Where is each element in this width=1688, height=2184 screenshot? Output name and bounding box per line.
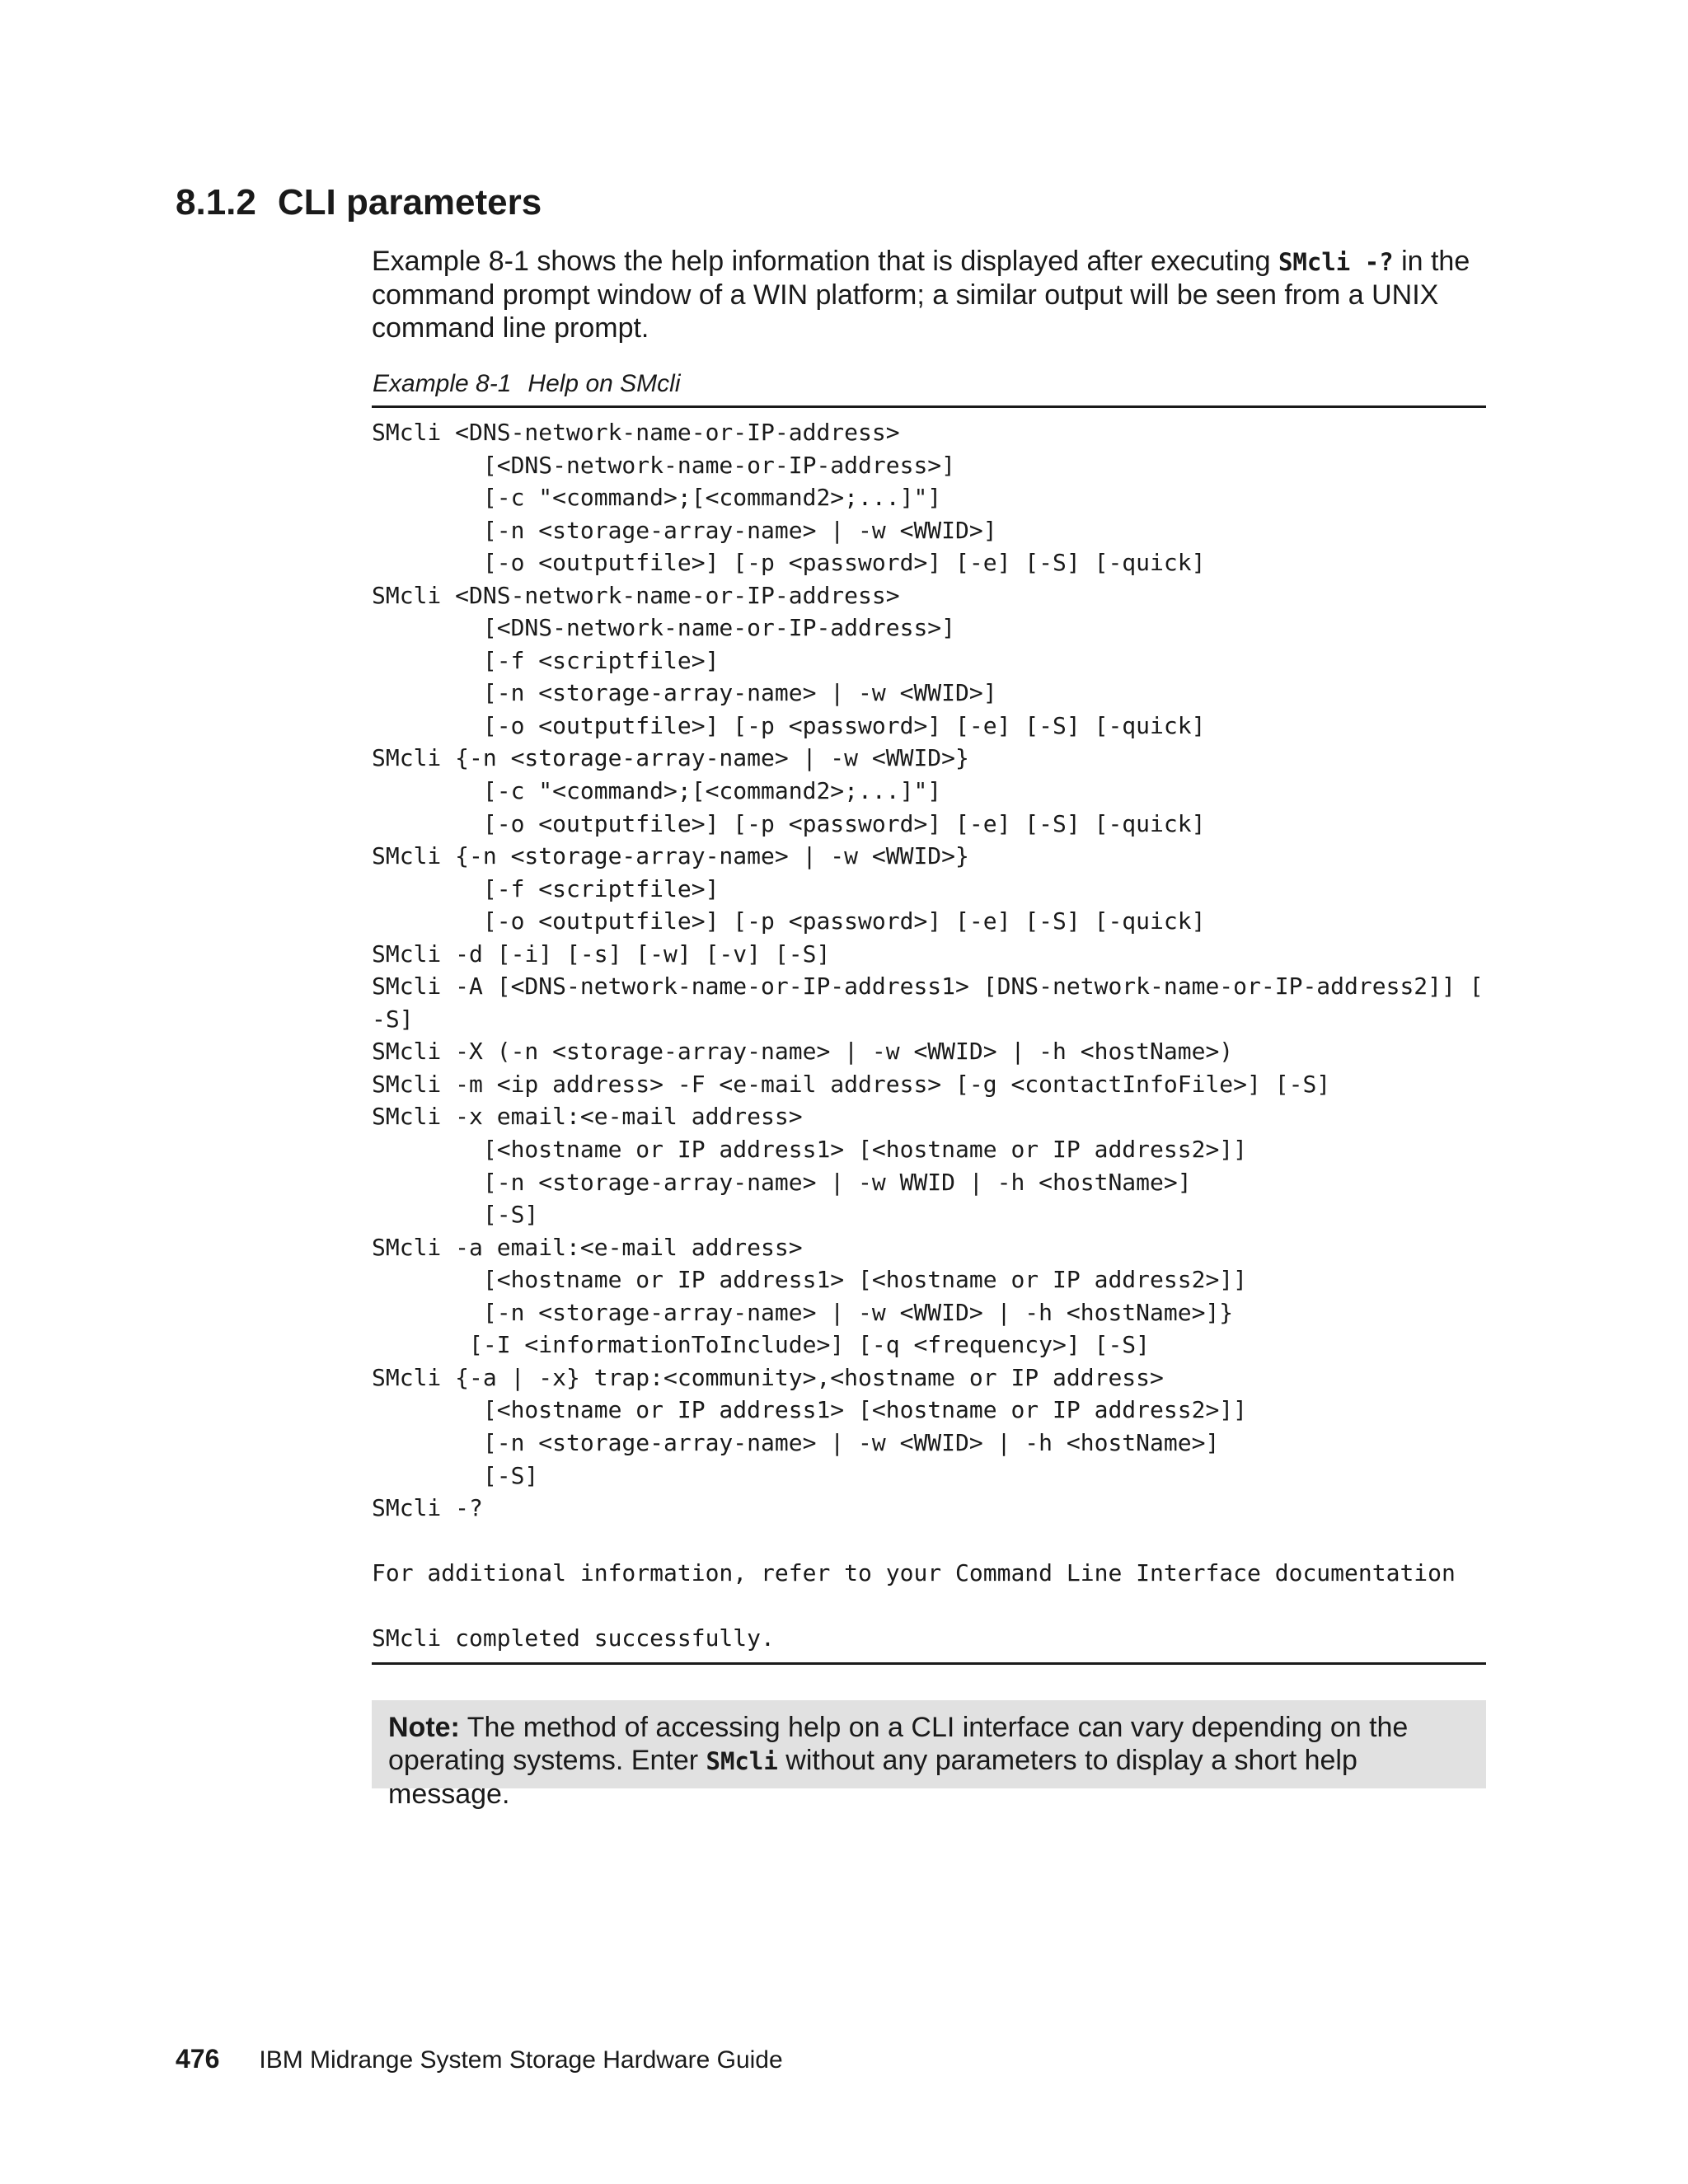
note-box (372, 1700, 1486, 1810)
code-line: [<hostname or IP address1> [<hostname or IP address2>]] (372, 1396, 1248, 1424)
intro-text-before: Example 8-1 shows the help information that is displayed after executing (372, 246, 1278, 277)
code-line: [-f <scriptfile>] (372, 646, 720, 674)
code-line: SMcli <DNS-network-name-or-IP-address> (372, 419, 900, 446)
code-line: [<DNS-network-name-or-IP-address>] (372, 614, 956, 642)
code-line: [-o <outputfile>] [-p <password>] [-e] [-S] [-quick] (372, 549, 1206, 577)
code-listing (372, 416, 1493, 1655)
code-line: -S] (372, 1005, 414, 1033)
section-number: 8.1.2 (176, 182, 256, 223)
code-line: SMcli -? (372, 1494, 483, 1522)
code-line: SMcli -X (-n <storage-array-name> | -w <WWID> | -h <hostName>) (372, 1038, 1234, 1066)
book-title: IBM Midrange System Storage Hardware Guide (259, 2046, 783, 2074)
code-line: [-c "<command>;[<command2>;...]"] (372, 484, 942, 512)
code-line: [-o <outputfile>] [-p <password>] [-e] [-S] [-quick] (372, 809, 1206, 837)
intro-text-after: in the command prompt window of a WIN platform; a similar output will be seen from a UNIX command line prompt. (372, 246, 1470, 344)
code-line: SMcli {-a | -x} trap:<community>,<hostname or IP address> (372, 1363, 1164, 1391)
code-line: [-f <scriptfile>] (372, 874, 720, 902)
example-label: Example 8-1 (373, 370, 512, 397)
code-line: [-S] (372, 1461, 539, 1489)
example-caption (373, 369, 681, 399)
code-line: SMcli -A [<DNS-network-name-or-IP-address1> [DNS-network-name-or-IP-address2]] [ (372, 972, 1484, 1001)
code-line: [<hostname or IP address1> [<hostname or IP address2>]] (372, 1266, 1248, 1294)
page-number: 476 (176, 2044, 220, 2074)
note-command: SMcli (706, 1747, 778, 1775)
intro-command: SMcli -? (1278, 248, 1394, 276)
page-footer (176, 2044, 783, 2075)
code-line: SMcli completed successfully. (372, 1624, 775, 1652)
code-line: [<hostname or IP address1> [<hostname or IP address2>]] (372, 1136, 1248, 1164)
example-top-rule (372, 405, 1486, 408)
section-title: CLI parameters (277, 182, 542, 223)
code-line: [<DNS-network-name-or-IP-address>] (372, 451, 956, 479)
example-bottom-rule (372, 1662, 1486, 1665)
intro-paragraph (372, 245, 1501, 344)
code-line (372, 1525, 1493, 1558)
code-line: SMcli -x email:<e-mail address> (372, 1103, 803, 1131)
code-line: [-n <storage-array-name> | -w WWID | -h <hostName>] (372, 1168, 1192, 1196)
code-line: SMcli -a email:<e-mail address> (372, 1233, 803, 1261)
note-text-before: The method of accessing help on a CLI interface can vary depending on the operating systems. Enter (388, 1712, 1409, 1776)
code-line: [-n <storage-array-name> | -w <WWID>] (372, 679, 997, 707)
code-line: For additional information, refer to your Command Line Interface documentation (372, 1559, 1456, 1587)
code-line: [-I <informationToInclude>] [-q <frequency>] [-S] (372, 1331, 1151, 1359)
code-line: [-S] (372, 1201, 539, 1229)
note-text-after: without any parameters to display a short help message. (388, 1745, 1357, 1810)
code-line: [-c "<command>;[<command2>;...]"] (372, 777, 942, 805)
code-line: [-n <storage-array-name> | -w <WWID>] (372, 516, 997, 544)
code-line: SMcli -m <ip address> -F <e-mail address> [-g <contactInfoFile>] [-S] (372, 1070, 1331, 1098)
code-line: SMcli {-n <storage-array-name> | -w <WWID>} (372, 842, 969, 870)
code-line: SMcli -d [-i] [-s] [-w] [-v] [-S] (372, 940, 831, 968)
code-line: [-n <storage-array-name> | -w <WWID> | -h <hostName>] (372, 1428, 1220, 1456)
code-line: [-o <outputfile>] [-p <password>] [-e] [-S] [-quick] (372, 907, 1206, 935)
code-line: [-o <outputfile>] [-p <password>] [-e] [-S] [-quick] (372, 711, 1206, 739)
code-line: SMcli {-n <storage-array-name> | -w <WWID>} (372, 744, 969, 772)
section-heading (176, 181, 542, 224)
code-line: [-n <storage-array-name> | -w <WWID> | -h <hostName>]} (372, 1298, 1234, 1326)
note-label: Note: (388, 1712, 460, 1743)
code-line: SMcli <DNS-network-name-or-IP-address> (372, 581, 900, 609)
example-title: Help on SMcli (528, 370, 681, 397)
code-line (372, 1590, 1493, 1623)
